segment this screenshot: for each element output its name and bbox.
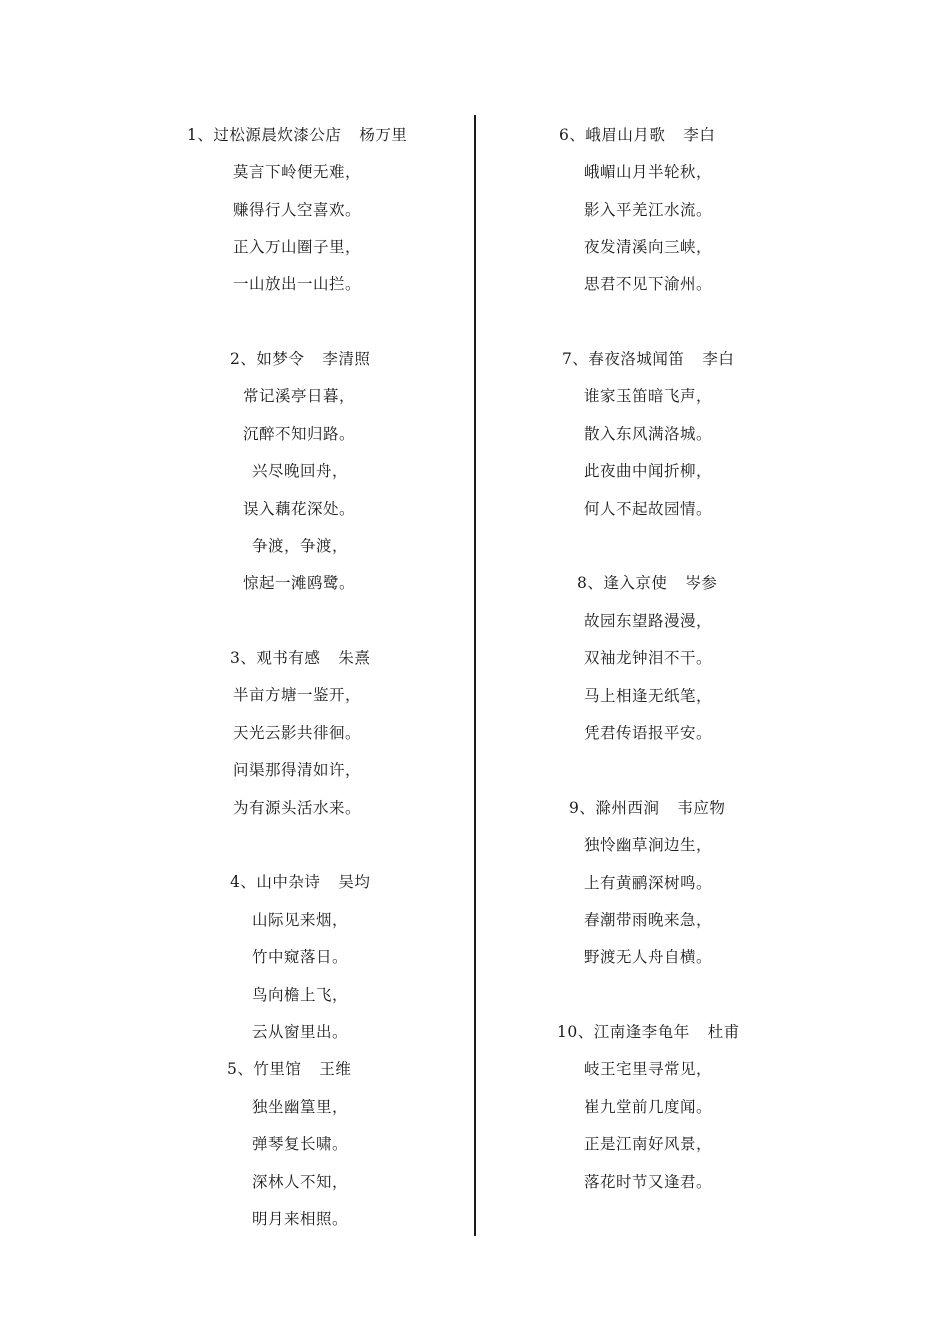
- poem-line: 独坐幽篁里，: [252, 1098, 349, 1116]
- poem-line: 为有源头活水来。: [233, 799, 362, 817]
- poem-line: 弹琴复长啸。: [252, 1135, 349, 1153]
- poem-line: 影入平羌江水流。: [584, 201, 713, 219]
- poem-line: 正入万山圈子里，: [233, 238, 362, 256]
- poem-line: 沉醉不知归路。: [243, 425, 356, 443]
- poem-line: 凭君传语报平安。: [584, 724, 713, 742]
- poem-title-text: 3、观书有感: [230, 649, 321, 667]
- poem-line: 赚得行人空喜欢。: [233, 201, 362, 219]
- poem-line: 故园东望路漫漫，: [584, 612, 713, 630]
- poem-author: 李清照: [322, 350, 371, 368]
- poem-line: 马上相逢无纸笔，: [584, 687, 713, 705]
- poem-title: [230, 872, 370, 892]
- poem-line: 明月来相照。: [252, 1210, 349, 1228]
- poem-line: 散入东风满洛城。: [584, 425, 713, 443]
- poem-title-text: 5、竹里馆: [227, 1060, 302, 1078]
- poem-line: 竹中窥落日。: [252, 948, 349, 966]
- poem-title: [227, 1059, 351, 1079]
- poem-line: 峨嵋山月半轮秋，: [584, 163, 713, 181]
- poem-title: [230, 648, 370, 668]
- poem-line: 崔九堂前几度闻。: [584, 1098, 713, 1116]
- poem-title-text: 4、山中杂诗: [230, 873, 321, 891]
- poem-line: 山际见来烟，: [252, 911, 349, 929]
- poem-title-text: 8、逢入京使: [577, 574, 668, 592]
- poem-author: 杨万里: [359, 126, 408, 144]
- poem-title: [562, 349, 734, 369]
- poem-line: 天光云影共徘徊。: [233, 724, 362, 742]
- poem-line: 何人不起故园情。: [584, 500, 713, 518]
- poem-line: 岐王宅里寻常见，: [584, 1060, 713, 1078]
- poem-line: 此夜曲中闻折柳，: [584, 462, 713, 480]
- poem-title-text: 2、如梦令: [230, 350, 305, 368]
- poem-title: [557, 1022, 740, 1042]
- poem-line: 一山放出一山拦。: [233, 275, 362, 293]
- poem-title-text: 7、春夜洛城闻笛: [562, 350, 685, 368]
- poem-line: 双袖龙钟泪不干。: [584, 649, 713, 667]
- poem-author: 杜甫: [707, 1023, 740, 1041]
- poem-line: 上有黄鹂深树鸣。: [584, 874, 713, 892]
- poem-line: 兴尽晚回舟，: [252, 462, 349, 480]
- poem-line: 春潮带雨晚来急，: [584, 911, 713, 929]
- poem-line: 误入藕花深处。: [243, 500, 356, 518]
- poem-title: [187, 125, 407, 145]
- poem-line: 鸟向檐上飞，: [252, 986, 349, 1004]
- poem-line: 常记溪亭日暮，: [243, 387, 356, 405]
- poem-line: 半亩方塘一鉴开，: [233, 686, 362, 704]
- poem-line: 莫言下岭便无难，: [233, 163, 362, 181]
- poem-title: [569, 798, 725, 818]
- poem-author: 朱熹: [338, 649, 371, 667]
- poem-author: 吴均: [338, 873, 371, 891]
- poem-line: 思君不见下渝州。: [584, 275, 713, 293]
- poem-line: 深林人不知，: [252, 1173, 349, 1191]
- poem-line: 正是江南好风景，: [584, 1135, 713, 1153]
- poem-author: 王维: [319, 1060, 352, 1078]
- poem-line: 野渡无人舟自横。: [584, 948, 713, 966]
- poem-title: [559, 125, 715, 145]
- poem-title-text: 9、滁州西涧: [569, 799, 660, 817]
- poem-title: [230, 349, 370, 369]
- poem-line: 惊起一滩鸥鹭。: [243, 574, 356, 592]
- poem-author: 李白: [702, 350, 735, 368]
- poem-line: 落花时节又逢君。: [584, 1173, 713, 1191]
- poem-line: 云从窗里出。: [252, 1023, 349, 1041]
- poem-line: 问渠那得清如许，: [233, 761, 362, 779]
- poem-line: 争渡，争渡，: [252, 537, 349, 555]
- poem-title-text: 6、峨眉山月歌: [559, 126, 666, 144]
- poem-author: 岑参: [685, 574, 718, 592]
- poem-line: 独怜幽草涧边生，: [584, 836, 713, 854]
- poem-line: 谁家玉笛暗飞声，: [584, 387, 713, 405]
- column-divider: [474, 115, 476, 1236]
- poem-title: [577, 573, 717, 593]
- poem-author: 李白: [683, 126, 716, 144]
- poem-author: 韦应物: [677, 799, 726, 817]
- poem-line: 夜发清溪向三峡，: [584, 238, 713, 256]
- poem-title-text: 10、江南逢李龟年: [557, 1023, 690, 1041]
- poem-title-text: 1、过松源晨炊漆公店: [187, 126, 342, 144]
